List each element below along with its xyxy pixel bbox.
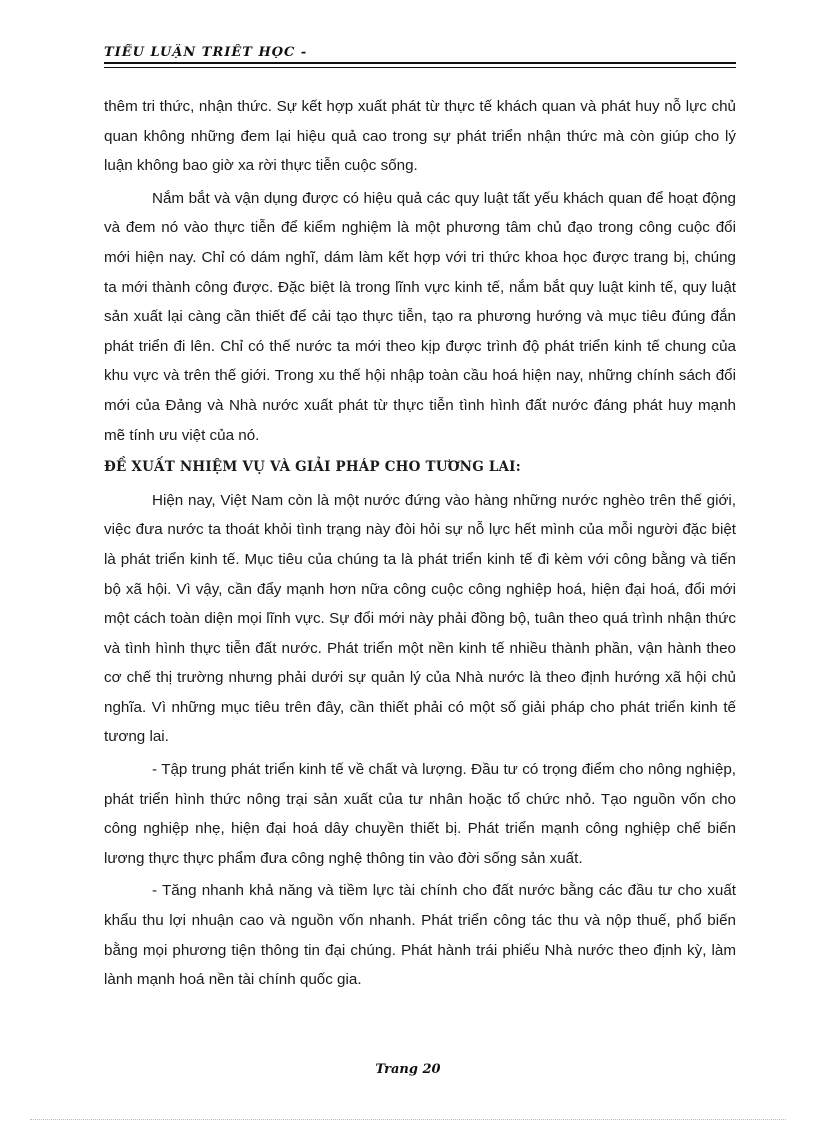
section-heading: ĐỀ XUẤT NHIỆM VỤ VÀ GIẢI PHÁP CHO TƯƠNG LAI:	[104, 459, 521, 476]
header-rule-thick	[104, 62, 736, 64]
header-rule-thin	[104, 67, 736, 68]
document-body	[104, 92, 736, 998]
page-bottom-dotted-rule	[30, 1119, 786, 1120]
paragraph-current-situation: Hiện nay, Việt Nam còn là một nước đứng vào hàng những nước nghèo trên thế giới, việc đưa nước ta thoát khỏi tình trạng này đòi hỏi sự nỗ lực hết mình của mỗi người đặc biệt là phát triển kinh tế. Mục tiêu của chúng ta là phát triển kinh tế đi kèm với công bằng và tiến bộ xã hội. Vì vậy, cần đẩy mạnh hơn nữa công cuộc công nghiệp hoá, hiện đại hoá, đổi mới một cách toàn diện mọi lĩnh vực. Sự đổi mới này phải đồng bộ, tuân theo quá trình nhận thức và tình hình thực tiễn đất nước. Phát triển một nền kinh tế nhiều thành phần, vận hành theo cơ chế thị trường nhưng phải dưới sự quản lý của Nhà nước là theo định hướng xã hội chủ nghĩa. Vì những mục tiêu trên đây, cần thiết phải có một số giải pháp cho phát triển kinh tế tương lai.	[104, 491, 736, 746]
running-header: TIỂU LUẬN TRIẾT HỌC -	[104, 45, 308, 58]
paragraph-continuation: thêm tri thức, nhận thức. Sự kết hợp xuất phát từ thực tế khách quan và phát huy nỗ lực chủ quan không những đem lại hiệu quả cao trong sự phát triển nhận thức mà còn giúp cho lý luận không bao giờ xa rời thực tiễn cuộc sống.	[104, 98, 736, 175]
paragraph-solution-2: - Tăng nhanh khả năng và tiềm lực tài chính cho đất nước bằng các đầu tư cho xuất khẩu thu lợi nhuận cao và nguồn vốn nhanh. Phát triển công tác thu và nộp thuế, phổ biến bằng mọi phương tiện thông tin đại chúng. Phát hành trái phiếu Nhà nước theo định kỳ, làm lành mạnh hoá nền tài chính quốc gia.	[104, 882, 736, 989]
paragraph-solution-1: - Tập trung phát triển kinh tế về chất và lượng. Đầu tư có trọng điểm cho nông nghiệp, phát triển hình thức nông trại sản xuất của tư nhân hoặc tổ chức nhỏ. Tạo nguồn vốn cho công nghiệp nhẹ, hiện đại hoá dây chuyền thiết bị. Phát triển mạnh công nghiệp chế biến lương thực thực phẩm đưa công nghệ thông tin vào đời sống sản xuất.	[104, 761, 736, 867]
page-number: Trang 20	[375, 1062, 441, 1077]
paragraph-laws: Nắm bắt và vận dụng được có hiệu quả các quy luật tất yếu khách quan để hoạt động và đem nó vào thực tiễn để kiểm nghiệm là một phương tâm chủ đạo trong công cuộc đổi mới hiện nay. Chỉ có dám nghĩ, dám làm kết hợp với tri thức khoa học được trang bị, chúng ta mới thành công được. Đặc biệt là trong lĩnh vực kinh tế, nắm bắt quy luật kinh tế, quy luật sản xuất lại càng cần thiết để cải tạo thực tiễn, tạo ra phương hướng và mục tiêu đúng đắn phát triển đi lên. Chỉ có thế nước ta mới theo kịp được trình độ phát triển kinh tế chung của khu vực và trên thế giới. Trong xu thế hội nhập toàn cầu hoá hiện nay, những chính sách đổi mới của Đảng và Nhà nước xuất phát từ thực tiễn tình hình đất nước đáng phát huy mạnh mẽ tính ưu việt của nó.	[104, 189, 736, 444]
